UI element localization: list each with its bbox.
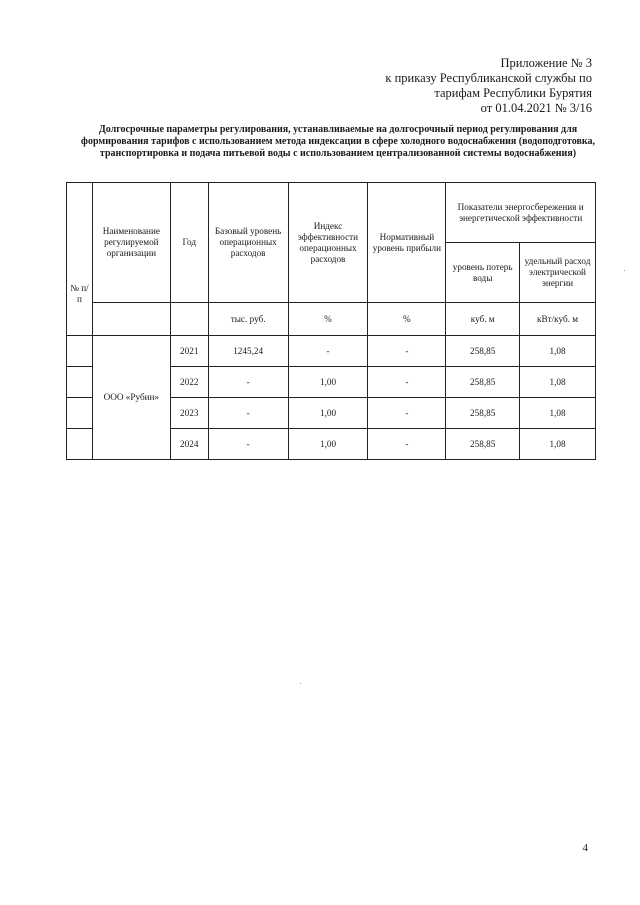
organization-name: ООО «Рубин» (92, 336, 170, 460)
unit-index: % (288, 303, 368, 336)
row-num-cell (67, 336, 93, 367)
cell-profit: - (368, 429, 446, 460)
cell-year: 2023 (170, 398, 208, 429)
cell-profit: - (368, 336, 446, 367)
appendix-line-3: тарифам Республики Бурятия (434, 86, 592, 100)
row-num-cell (67, 429, 93, 460)
cell-year: 2024 (170, 429, 208, 460)
page-number: 4 (582, 842, 588, 854)
cell-losses: 258,85 (446, 336, 520, 367)
cell-profit: - (368, 367, 446, 398)
cell-specific: 1,08 (520, 336, 596, 367)
cell-losses: 258,85 (446, 367, 520, 398)
cell-year: 2022 (170, 367, 208, 398)
unit-specific: кВт/куб. м (520, 303, 596, 336)
cell-base: - (208, 367, 288, 398)
units-year (170, 303, 208, 336)
parameters-table (66, 182, 596, 460)
appendix-line-4: от 01.04.2021 № 3/16 (480, 101, 592, 115)
appendix-line-2: к приказу Республиканской службы по (385, 71, 592, 85)
unit-losses: куб. м (446, 303, 520, 336)
cell-losses: 258,85 (446, 398, 520, 429)
unit-profit: % (368, 303, 446, 336)
cell-losses: 258,85 (446, 429, 520, 460)
scan-speck (624, 270, 625, 271)
scan-speck (300, 683, 301, 684)
header-base-level: Базовый уровень операционных расходов (208, 183, 288, 303)
cell-base: - (208, 398, 288, 429)
cell-base: 1245,24 (208, 336, 288, 367)
cell-year: 2021 (170, 336, 208, 367)
cell-specific: 1,08 (520, 398, 596, 429)
header-profit-level: Нормативный уровень прибыли (368, 183, 446, 303)
row-num-cell (67, 398, 93, 429)
header-energy-group: Показатели энергосбережения и энергетической эффективности (446, 183, 596, 243)
document-title: Долгосрочные параметры регулирования, устанавливаемые на долгосрочный период регулирования для формирования тарифов с использованием метода индексации в сфере холодного водоснабжения (водоподготовка, транспортировка и подача питьевой воды с использованием централизованной системы водоснабжения) (81, 124, 595, 159)
cell-base: - (208, 429, 288, 460)
row-num-cell (67, 367, 93, 398)
header-water-losses: уровень потерь воды (446, 243, 520, 303)
header-specific-energy: удельный расход электрической энергии (520, 243, 596, 303)
cell-index: 1,00 (288, 367, 368, 398)
cell-index: 1,00 (288, 398, 368, 429)
header-num: № п/п (67, 183, 93, 336)
cell-profit: - (368, 398, 446, 429)
unit-base: тыс. руб. (208, 303, 288, 336)
units-organization (92, 303, 170, 336)
header-efficiency-index: Индекс эффективности операционных расходов (288, 183, 368, 303)
header-organization: Наименование регулируемой организации (92, 183, 170, 303)
table-row (67, 336, 596, 367)
cell-specific: 1,08 (520, 367, 596, 398)
cell-index: 1,00 (288, 429, 368, 460)
cell-specific: 1,08 (520, 429, 596, 460)
header-year: Год (170, 183, 208, 303)
appendix-line-1: Приложение № 3 (500, 56, 592, 70)
appendix-header (292, 56, 592, 116)
cell-index: - (288, 336, 368, 367)
